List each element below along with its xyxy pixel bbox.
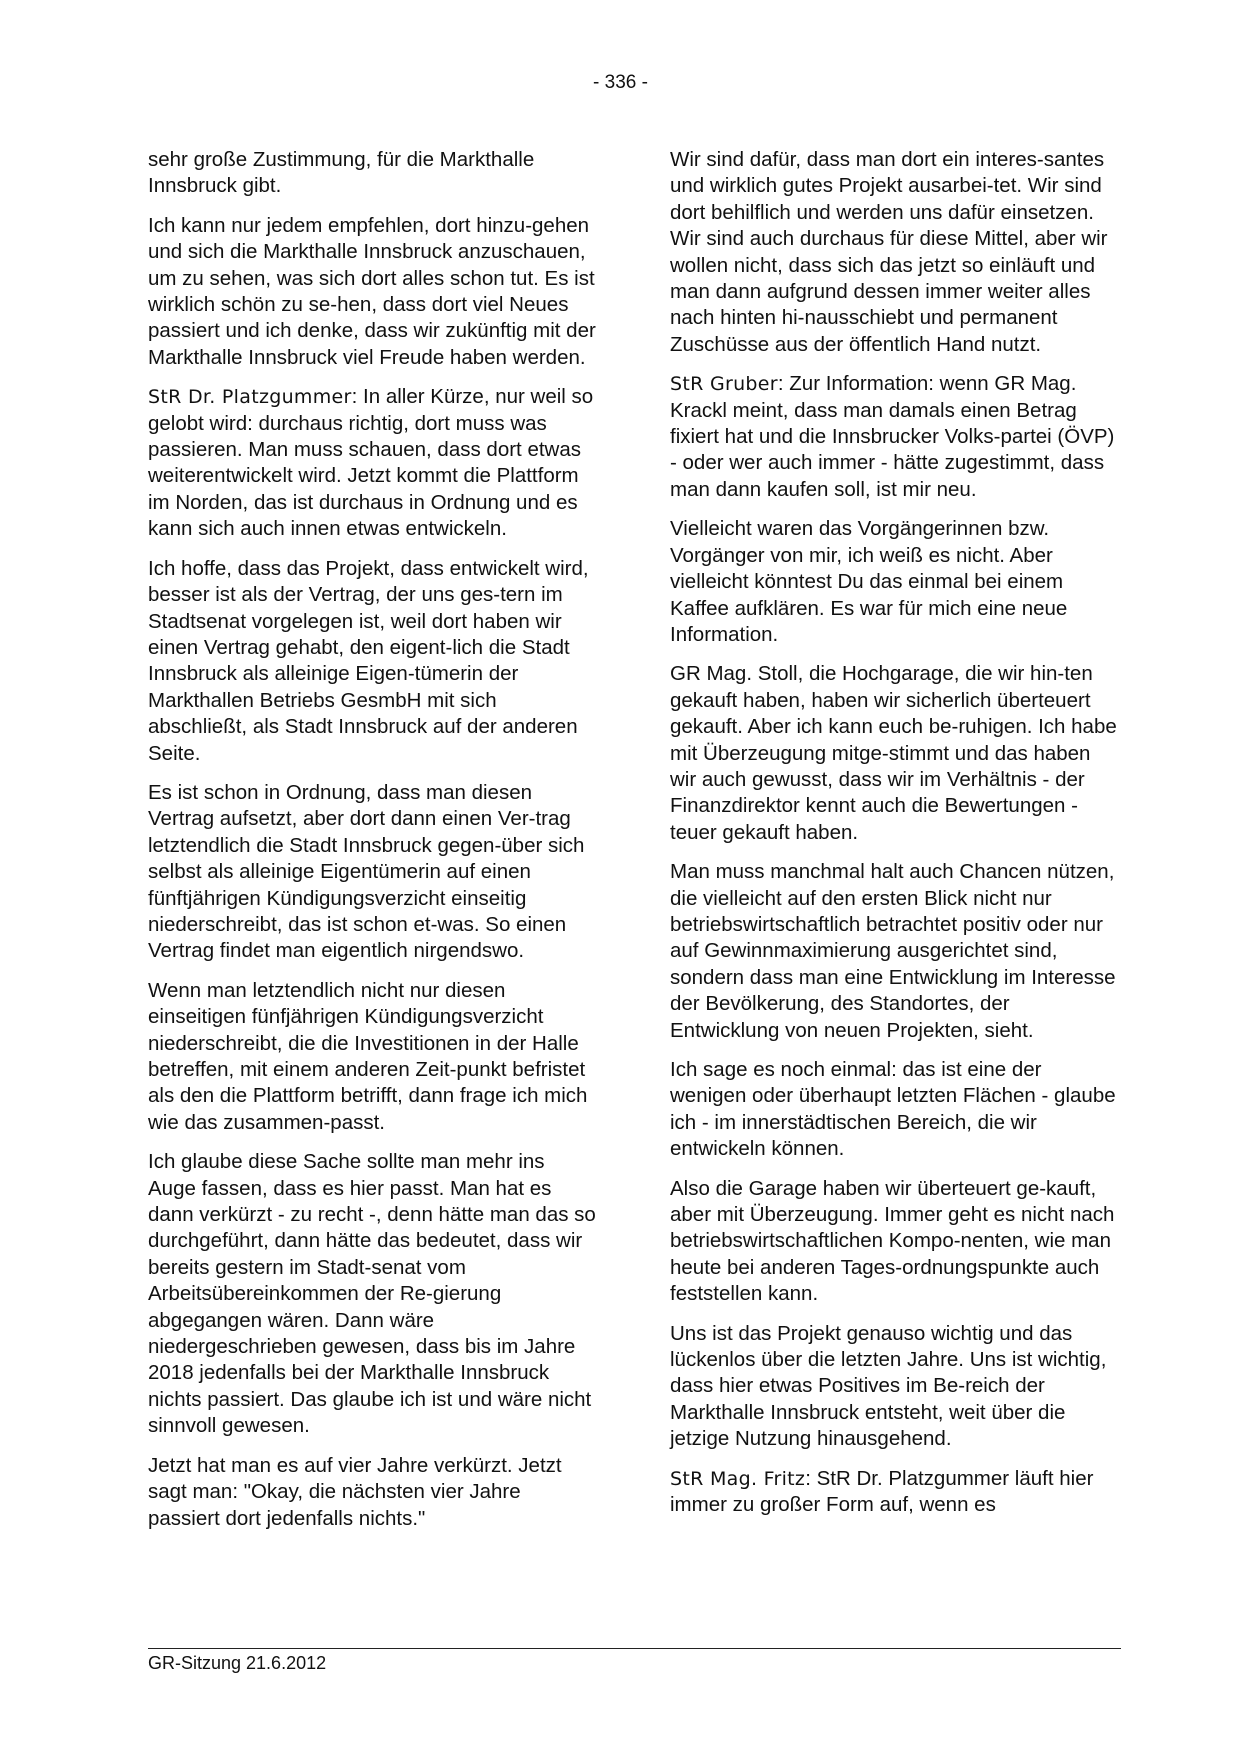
paragraph: Ich kann nur jedem empfehlen, dort hinzu-gehen und sich die Markthalle Innsbruck anzuschauen, um zu sehen, was sich dort alles schon tut. Es ist wirklich schön zu se-hen, dass dort viel Neues passiert und ich denke, dass wir zukünftig mit der Markthalle Innsbruck viel Freude haben werden.: [148, 213, 596, 369]
paragraph: Man muss manchmal halt auch Chancen nützen, die vielleicht auf den ersten Blick nicht nur betriebswirtschaftlich betrachtet positiv oder nur auf Gewinnmaximierung ausgerichtet sind, sondern dass man eine Entwicklung im Interesse der Bevölkerung, des Standortes, der Entwicklung von neuen Projekten, sieht.: [670, 860, 1116, 1042]
right-column: [670, 147, 1118, 1532]
footer-session-label: GR-Sitzung 21.6.2012: [148, 1653, 327, 1673]
speaker-name: StR Mag. Fritz: [670, 1467, 806, 1490]
speaker-name: StR Dr. Platzgummer: [148, 386, 352, 409]
footer-divider: [148, 1648, 1121, 1649]
paragraph: Also die Garage haben wir überteuert ge-kauft, aber mit Überzeugung. Immer geht es nicht nach betriebswirtschaftlichen Kompo-nenten, wie man heute bei anderen Tages-ordnungspunkte auch feststellen kann.: [670, 1176, 1115, 1306]
paragraph: Wir sind dafür, dass man dort ein interes-santes und wirklich gutes Projekt ausarbei-tet. Wir sind dort behilflich und werden uns dafür einsetzen. Wir sind auch durchaus für diese Mittel, aber wir wollen nicht, dass sich das jetzt so einläuft und man dann aufgrund dessen immer weiter alles nach hinten hi-nausschiebt und permanent Zuschüsse aus der öffentlich Hand nutzt.: [670, 148, 1108, 356]
speaker-name: StR Gruber: [670, 373, 778, 396]
paragraph: Wenn man letztendlich nicht nur diesen einseitigen fünfjährigen Kündigungsverzicht niederschreibt, die die Investitionen in der Halle betreffen, mit einem anderen Zeit-punkt befristet als den die Plattform betrifft, dann frage ich mich wie das zusammen-passt.: [148, 978, 588, 1134]
paragraph: Vielleicht waren das Vorgängerinnen bzw. Vorgänger von mir, ich weiß es nicht. Aber vielleicht könntest Du das einmal bei einem Kaffee aufklären. Es war für mich eine neue Information.: [670, 517, 1068, 646]
paragraph: Ich glaube diese Sache sollte man mehr ins Auge fassen, dass es hier passt. Man hat es dann verkürzt - zu recht -, denn hätte man das so durchgeführt, dann hätte das bedeutet, dass wir bereits gestern im Stadt-senat vom Arbeitsübereinkommen der Re-gierung abgegangen wären. Dann wäre niedergeschrieben gewesen, dass bis im Jahre 2018 jedenfalls bei der Markthalle Innsbruck nichts passiert. Das glaube ich ist und wäre nicht sinnvoll gewesen.: [148, 1150, 596, 1438]
paragraph: Jetzt hat man es auf vier Jahre verkürzt. Jetzt sagt man: "Okay, die nächsten vier Jahre passiert dort jedenfalls nichts.": [148, 1453, 562, 1530]
paragraph: Ich sage es noch einmal: das ist eine der wenigen oder überhaupt letzten Flächen - glaube ich - im innerstädtischen Bereich, die wir entwickeln können.: [670, 1058, 1116, 1161]
speaker-paragraph: StR Mag. Fritz: StR Dr. Platzgummer läuft hier immer zu großer Form auf, wenn es: [670, 1466, 1094, 1517]
speaker-paragraph: StR Dr. Platzgummer: In aller Kürze, nur weil so gelobt wird: durchaus richtig, dort muss was passieren. Man muss schauen, dass dort etwas weiterentwickelt wird. Jetzt kommt die Plattform im Norden, das ist durchaus in Ordnung und es kann sich auch innen etwas entwickeln.: [148, 385, 594, 541]
left-column: [148, 147, 596, 1545]
paragraph: Uns ist das Projekt genauso wichtig und das lückenlos über die letzten Jahre. Uns ist wichtig, dass hier etwas Positives im Be-reich der Markthalle Innsbruck entsteht, weit über die jetzige Nutzung hinausgehend.: [670, 1321, 1107, 1451]
speaker-paragraph: StR Gruber: Zur Information: wenn GR Mag. Krackl meint, dass man damals einen Betrag fixiert hat und die Innsbrucker Volks-partei (ÖVP) - oder wer auch immer - hätte zugestimmt, dass man dann kaufen soll, ist mir neu.: [670, 372, 1115, 501]
page-number: - 336 -: [593, 72, 648, 93]
paragraph: Es ist schon in Ordnung, dass man diesen Vertrag aufsetzt, aber dort dann einen Ver-trag letztendlich die Stadt Innsbruck gegen-über sich selbst als alleinige Eigentümerin auf einen fünftjährigen Kündigungsverzicht einseitig niederschreibt, das ist schon et-was. So einen Vertrag findet man eigentlich nirgendswo.: [148, 780, 585, 963]
paragraph: sehr große Zustimmung, für die Markthalle Innsbruck gibt.: [148, 148, 535, 198]
paragraph: Ich hoffe, dass das Projekt, dass entwickelt wird, besser ist als der Vertrag, der uns ges-tern im Stadtsenat vorgelegen ist, weil dort haben wir einen Vertrag gehabt, den eigent-lich die Stadt Innsbruck als alleinige Eigen-tümerin der Markthallen Betriebs GesmbH mit sich abschließt, als Stadt Innsbruck auf der anderen Seite.: [148, 556, 589, 765]
paragraph: GR Mag. Stoll, die Hochgarage, die wir hin-ten gekauft haben, haben wir sicherlich überteuert gekauft. Aber ich kann euch be-ruhigen. Ich habe mit Überzeugung mitge-stimmt und das haben wir auch gewusst, dass wir im Verhältnis - der Finanzdirektor kennt auch die Bewertungen - teuer gekauft haben.: [670, 662, 1117, 844]
